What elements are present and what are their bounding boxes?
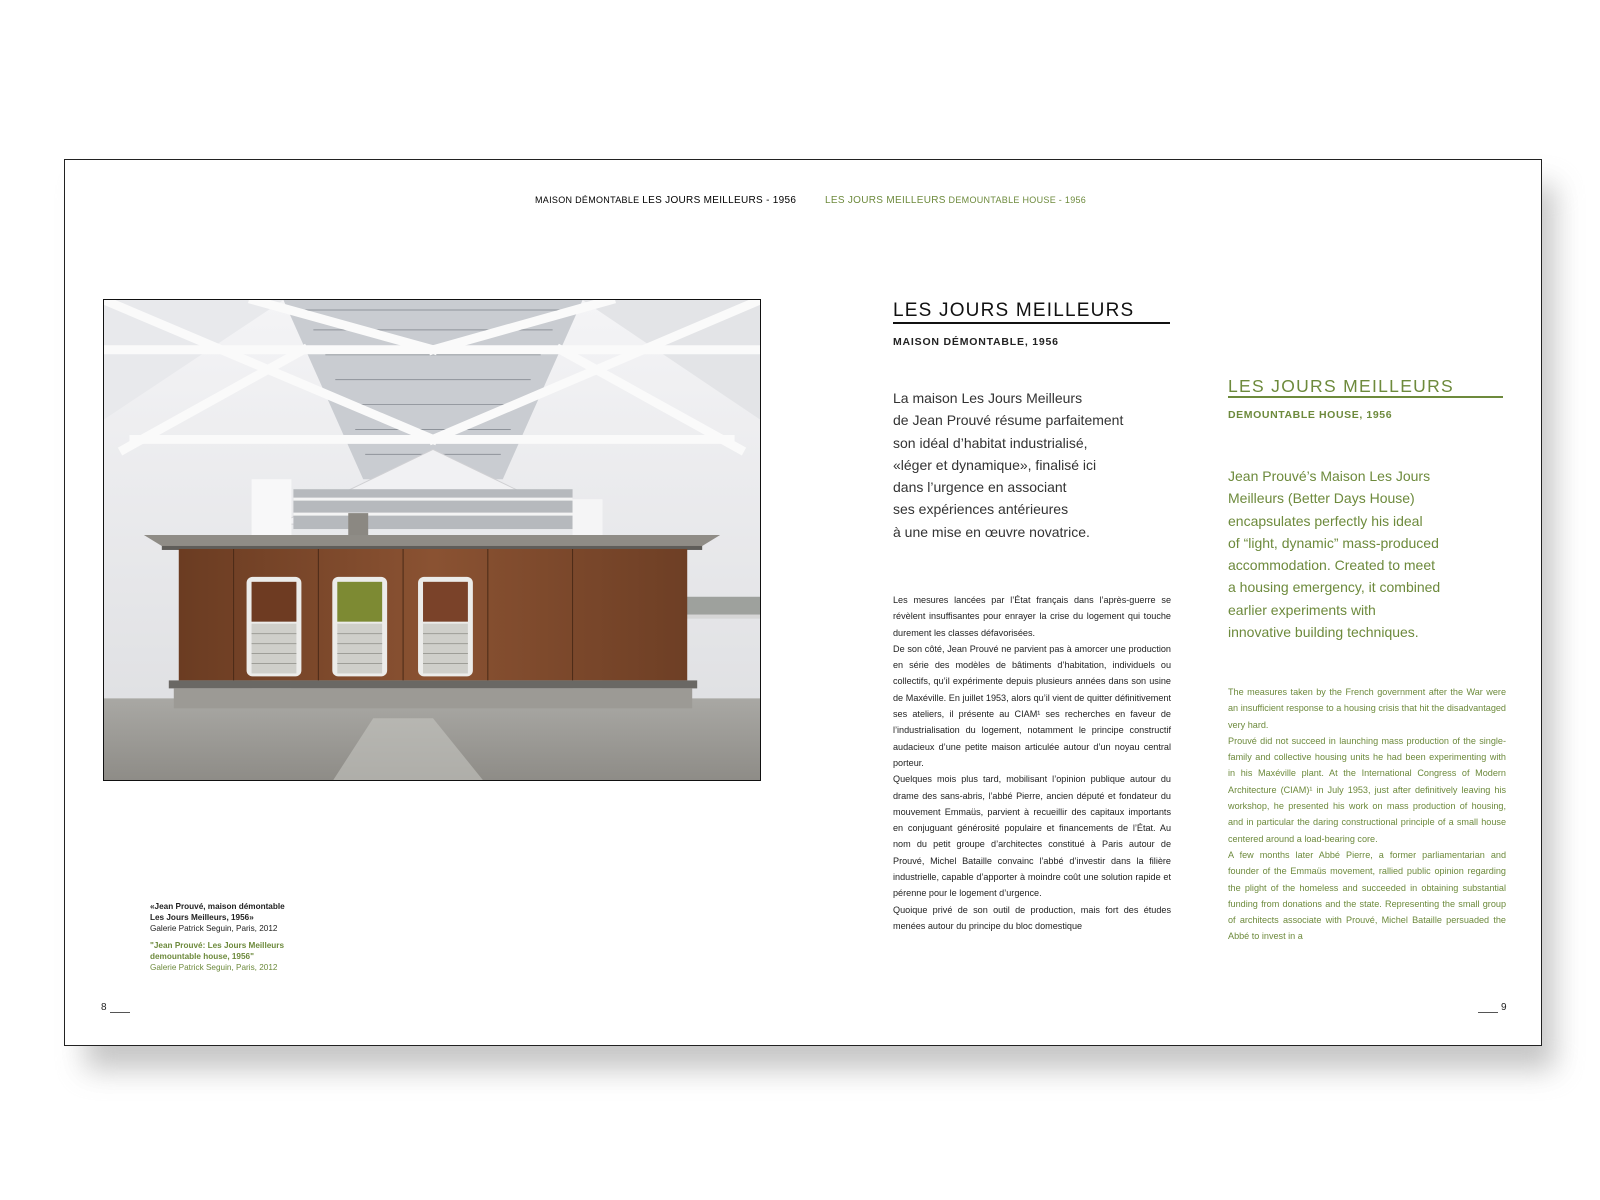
body-french bbox=[893, 592, 1171, 934]
lead-french bbox=[893, 387, 1183, 543]
title-french: LES JOURS MEILLEURS bbox=[893, 300, 1135, 321]
page-number-left-rule bbox=[110, 1012, 130, 1013]
subtitle-english: DEMOUNTABLE HOUSE, 1956 bbox=[1228, 409, 1393, 421]
body-english bbox=[1228, 684, 1506, 945]
lead-english-line: earlier experiments with bbox=[1228, 601, 1376, 618]
running-head-right bbox=[825, 195, 1086, 206]
caption-en-line2: demountable house, 1956" bbox=[150, 952, 254, 961]
caption-fr-line1: «Jean Prouvé, maison démontable bbox=[150, 902, 285, 911]
title-english-underline bbox=[1228, 396, 1503, 398]
lead-french-line: de Jean Prouvé résume parfaitement bbox=[893, 412, 1124, 429]
body-french-paragraph: De son côté, Jean Prouvé ne parvient pas à amorcer une production en série des modèles de bâtiments d’habitation, individuels ou collectifs, qu’il expérimente depuis plusieurs années dans son usine de Maxéville. En juillet 1953, alors qu’il vient de quitter définitivement ses ateliers, il présente au CIAM¹ ses recherches en faveur de l’industrialisation du logement, notamment le principe constructif audacieux d’une petite maison articulée autour d’un noyau central porteur. bbox=[893, 643, 1171, 768]
page-number-right-rule bbox=[1478, 1012, 1498, 1013]
caption-en-line1: "Jean Prouvé: Les Jours Meilleurs bbox=[150, 941, 285, 950]
lead-french-line: La maison Les Jours Meilleurs bbox=[893, 390, 1083, 406]
title-english: LES JOURS MEILLEURS bbox=[1228, 376, 1455, 396]
lead-french-line: son idéal d’habitat industrialisé, bbox=[893, 434, 1088, 451]
running-head-right-big: LES JOURS MEILLEURS bbox=[825, 195, 946, 206]
page-number-right: 9 bbox=[1501, 1002, 1507, 1013]
body-french-paragraph: Les mesures lancées par l’État français dans l’après-guerre se révèlent insuffisantes pour enrayer la crise du logement qui touche durement les classes défavorisées. bbox=[893, 595, 1171, 638]
house-photograph bbox=[103, 299, 761, 781]
title-french-underline bbox=[893, 322, 1170, 324]
house-photograph-image bbox=[104, 300, 760, 780]
lead-french-line: à une mise en œuvre novatrice. bbox=[893, 523, 1090, 540]
body-french-paragraph: Quelques mois plus tard, mobilisant l’opinion publique autour du drame des sans-abris, l’abbé Pierre, ancien député et fondateur du mouvement Emmaüs, parvient à recueillir des capitaux importants en conjuguant générosité populaire et financements de l’État. Au nom du petit groupe d’architectes constitué à Paris autour de Prouvé, Michel Bataille convainc l’abbé d’investir dans la filière industrielle, capable d’apporter à moindre coût une solution rapide et pérenne pour le logement d’urgence. bbox=[893, 774, 1171, 899]
lead-french-line: ses expériences antérieures bbox=[893, 501, 1069, 518]
running-head-left-big: LES JOURS MEILLEURS - 1956 bbox=[642, 195, 797, 206]
photo-caption bbox=[150, 901, 350, 973]
caption-fr-line3: Galerie Patrick Seguin, Paris, 2012 bbox=[150, 924, 278, 933]
running-head-left bbox=[535, 195, 796, 206]
body-english-paragraph: Prouvé did not succeed in launching mass production of the single-family and collective housing units he had been experimenting with in his Maxéville plant. At the International Congress of Modern Architecture (CIAM)¹ in July 1953, just after definitively leaving his workshop, he presented his work on mass production of housing, and in particular the daring constructional principle of a small house centered around a load-bearing core. bbox=[1228, 735, 1506, 844]
lead-english-line: encapsulates perfectly his ideal bbox=[1228, 512, 1423, 529]
running-head-right-small: DEMOUNTABLE HOUSE - 1956 bbox=[948, 195, 1087, 205]
body-french-paragraph: Quoique privé de son outil de production, mais fort des études menées autour du principe du bloc domestique bbox=[893, 904, 1171, 931]
lead-english bbox=[1228, 465, 1508, 643]
lead-french-line: «léger et dynamique», finalisé ici bbox=[893, 456, 1097, 473]
lead-english-line: Jean Prouvé’s Maison Les Jours bbox=[1228, 468, 1431, 484]
lead-french-line: dans l’urgence en associant bbox=[893, 479, 1067, 496]
lead-english-line: innovative building techniques. bbox=[1228, 624, 1419, 641]
lead-english-line: of “light, dynamic” mass-produced bbox=[1228, 534, 1439, 551]
book-spread bbox=[64, 159, 1542, 1046]
lead-english-line: accommodation. Created to meet bbox=[1228, 557, 1435, 574]
subtitle-french: MAISON DÉMONTABLE, 1956 bbox=[893, 336, 1059, 348]
lead-english-line: a housing emergency, it combined bbox=[1228, 579, 1441, 596]
caption-fr-line2: Les Jours Meilleurs, 1956» bbox=[150, 913, 254, 922]
running-head-left-small: MAISON DÉMONTABLE bbox=[535, 195, 640, 205]
lead-english-line: Meilleurs (Better Days House) bbox=[1228, 490, 1415, 507]
body-english-paragraph: The measures taken by the French government after the War were an insufficient response to a housing crisis that hit the disadvantaged very hard. bbox=[1228, 687, 1506, 730]
page-number-left: 8 bbox=[101, 1002, 107, 1013]
caption-en-line3: Galerie Patrick Seguin, Paris, 2012 bbox=[150, 963, 278, 972]
body-english-paragraph: A few months later Abbé Pierre, a former parliamentarian and founder of the Emmaüs movement, rallied public opinion regarding the plight of the homeless and succeeded in obtaining substantial funding from donations and the state. Representing the small group of architects associate with Prouvé, Michel Bataille persuaded the Abbé to invest in a bbox=[1228, 849, 1506, 942]
